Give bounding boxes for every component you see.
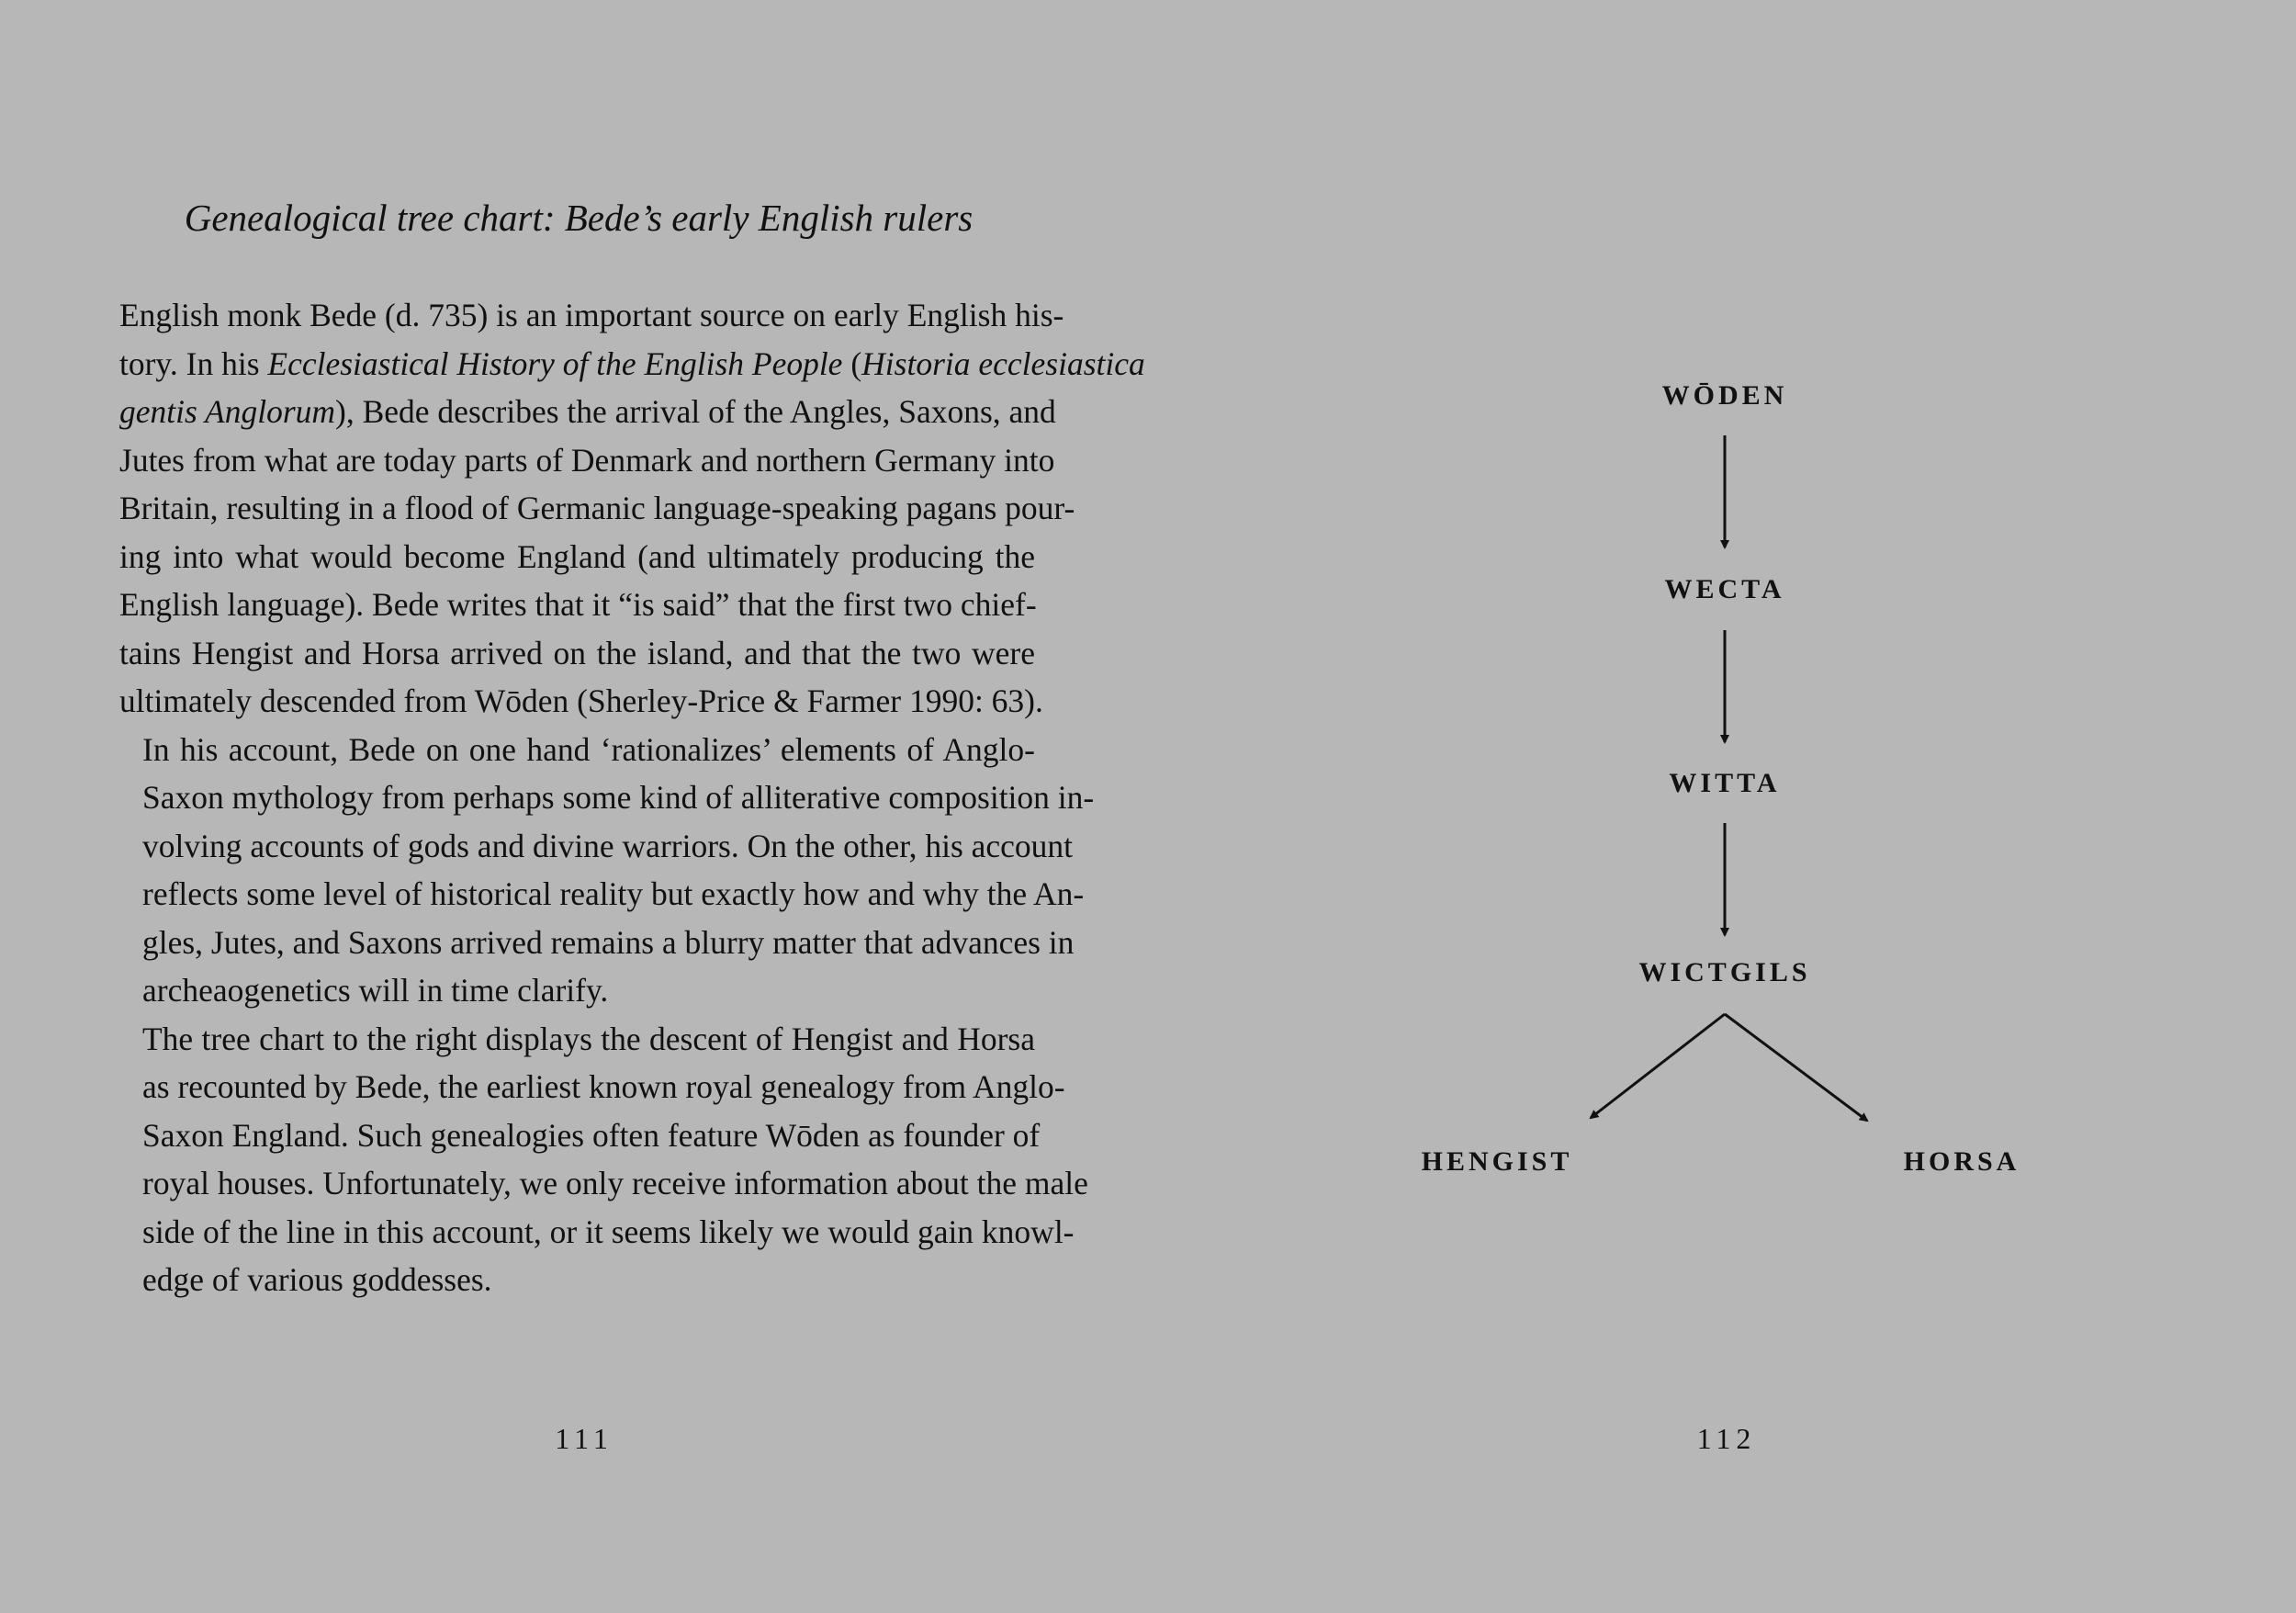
- text-line: The tree chart to the right displays the descent of Hengist and Horsa: [142, 1020, 1035, 1057]
- node-wecta: WECTA: [1664, 574, 1785, 604]
- text-line: volving accounts of gods and divine warriors. On the other, his account: [142, 827, 1074, 864]
- paragraph-1: [119, 291, 1145, 726]
- text-line: ing into what would become England (and ultimately producing the: [119, 537, 1035, 575]
- arrow-wictgils-hengist: [1591, 1014, 1725, 1118]
- text-line: Jutes from what are today parts of Denmark and northern Germany into: [119, 441, 1055, 479]
- text-line: archeaogenetics will in time clarify.: [142, 972, 609, 1009]
- text-line: tory. In his Ecclesiastical History of the English People (Historia ecclesiastica: [119, 344, 1145, 382]
- page-title: Genealogical tree chart: Bede’s early English rulers: [184, 197, 974, 239]
- text-line: In his account, Bede on one hand ‘rationalizes’ elements of Anglo-: [142, 730, 1035, 768]
- page-number-left: 111: [555, 1422, 613, 1455]
- body-text: [119, 291, 1145, 1304]
- italic-title: Historia ecclesiastica: [861, 344, 1145, 382]
- right-page: [1148, 0, 2296, 1613]
- text-line: as recounted by Bede, the earliest known royal genealogy from Anglo-: [142, 1068, 1065, 1105]
- text-line: gles, Jutes, and Saxons arrived remains a blurry matter that advances in: [142, 923, 1075, 961]
- text-line: Britain, resulting in a flood of Germanic language-speaking pagans pour-: [119, 490, 1075, 526]
- text-line: royal houses. Unfortunately, we only receive information about the male: [142, 1165, 1088, 1201]
- paragraph-2: [119, 726, 1095, 1015]
- text-line: Saxon mythology from perhaps some kind of alliterative composition in-: [142, 779, 1095, 816]
- text-line: side of the line in this account, or it seems likely we would gain knowl-: [142, 1213, 1075, 1250]
- italic-title: gentis Anglorum: [119, 393, 336, 430]
- page-number-right: 112: [1696, 1422, 1757, 1455]
- text-line: English language). Bede writes that it “is said” that the first two chief-: [119, 586, 1037, 623]
- text-line: tains Hengist and Horsa arrived on the island, and that the two were: [119, 634, 1035, 671]
- node-wictgils: WICTGILS: [1638, 957, 1811, 987]
- paragraph-3: [119, 1015, 1088, 1304]
- node-woden: WŌDEN: [1661, 380, 1788, 411]
- node-horsa: HORSA: [1903, 1146, 2020, 1177]
- text-line: gentis Anglorum), Bede describes the arrival of the Angles, Saxons, and: [119, 393, 1056, 430]
- text-line: reflects some level of historical reality but exactly how and why the An-: [142, 875, 1085, 912]
- italic-title: Ecclesiastical History of the English People: [267, 344, 843, 382]
- text-line: ultimately descended from Wōden (Sherley-Price & Farmer 1990: 63).: [119, 682, 1043, 719]
- node-witta: WITTA: [1669, 768, 1781, 798]
- node-hengist: HENGIST: [1421, 1146, 1573, 1177]
- text-line: edge of various goddesses.: [142, 1261, 492, 1298]
- text-line: English monk Bede (d. 735) is an important source on early English his-: [119, 297, 1064, 333]
- text-line: Saxon England. Such genealogies often feature Wōden as founder of: [142, 1116, 1041, 1154]
- tree-connectors: [1148, 0, 2296, 1613]
- arrow-wictgils-horsa: [1725, 1014, 1867, 1121]
